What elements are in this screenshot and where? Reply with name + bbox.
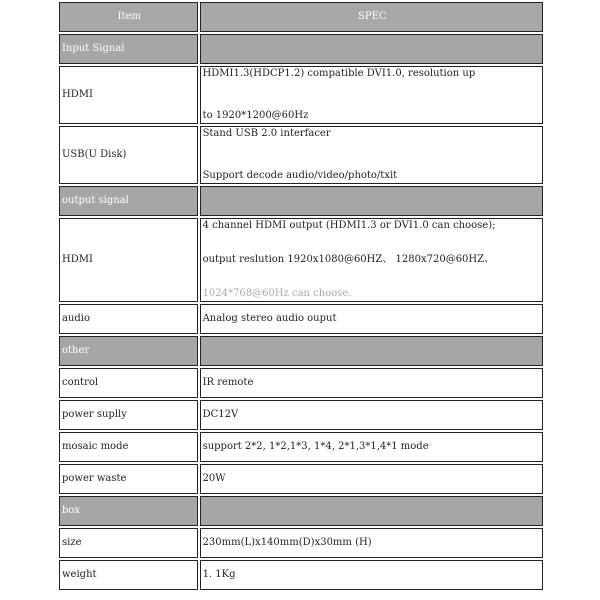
item-cell: size <box>59 528 198 558</box>
section-row-box <box>59 496 543 526</box>
spec-cell <box>200 400 543 430</box>
spec-line: DC12V <box>202 409 239 420</box>
spec-cell <box>200 126 543 184</box>
item-cell: control <box>59 368 198 398</box>
section-spacer <box>200 186 543 216</box>
section-title: output signal <box>59 186 198 216</box>
section-spacer <box>200 336 543 366</box>
spec-line: IR remote <box>202 377 254 388</box>
table-header-row <box>59 2 543 32</box>
spec-line: 1024*768@60Hz can choose. <box>202 288 352 299</box>
table-row-power-waste <box>59 464 543 494</box>
spec-line: Analog stereo audio ouput <box>202 313 337 324</box>
item-cell: audio <box>59 304 198 334</box>
spec-cell <box>200 432 543 462</box>
spec-line: support 2*2, 1*2,1*3, 1*4, 2*1,3*1,4*1 mode <box>202 441 429 452</box>
spec-line: Support decode audio/video/photo/txit <box>202 170 398 181</box>
section-title: other <box>59 336 198 366</box>
section-row-output-signal <box>59 186 543 216</box>
item-cell: HDMI <box>59 218 198 302</box>
item-cell: mosaic mode <box>59 432 198 462</box>
spec-cell <box>200 560 543 590</box>
section-row-input-signal <box>59 34 543 64</box>
spec-line: output reslution 1920x1080@60HZ、 1280x720@60HZ、 <box>202 254 495 265</box>
spec-cell <box>200 304 543 334</box>
table-row-output-hdmi <box>59 218 543 302</box>
item-cell: HDMI <box>59 66 198 124</box>
table-row-usb <box>59 126 543 184</box>
table-row-control <box>59 368 543 398</box>
section-title: box <box>59 496 198 526</box>
table-row-mosaic-mode <box>59 432 543 462</box>
spec-cell <box>200 218 543 302</box>
spec-table <box>57 0 545 592</box>
spec-cell <box>200 368 543 398</box>
section-spacer <box>200 34 543 64</box>
item-cell: weight <box>59 560 198 590</box>
item-cell: power suplly <box>59 400 198 430</box>
table-row-power-supply <box>59 400 543 430</box>
spec-cell <box>200 464 543 494</box>
header-spec-cell: SPEC <box>200 2 543 32</box>
section-spacer <box>200 496 543 526</box>
section-row-other <box>59 336 543 366</box>
table-row-weight <box>59 560 543 590</box>
table-row-audio <box>59 304 543 334</box>
table-row-size <box>59 528 543 558</box>
spec-cell <box>200 528 543 558</box>
spec-cell <box>200 66 543 124</box>
table-row-input-hdmi <box>59 66 543 124</box>
spec-line: 1. 1Kg <box>202 569 236 580</box>
item-cell: power waste <box>59 464 198 494</box>
spec-line: Stand USB 2.0 interfacer <box>202 128 331 139</box>
item-cell: USB(U Disk) <box>59 126 198 184</box>
spec-line: HDMI1.3(HDCP1.2) compatible DVI1.0, resolution up <box>202 68 476 79</box>
spec-line: 20W <box>202 473 226 484</box>
spec-line: to 1920*1200@60Hz <box>202 110 309 121</box>
spec-line: 4 channel HDMI output (HDMI1.3 or DVI1.0 can choose); <box>202 220 496 231</box>
spec-line: 230mm(L)x140mm(D)x30mm (H) <box>202 537 372 548</box>
header-item-cell: Item <box>59 2 198 32</box>
section-title: Input Signal <box>59 34 198 64</box>
